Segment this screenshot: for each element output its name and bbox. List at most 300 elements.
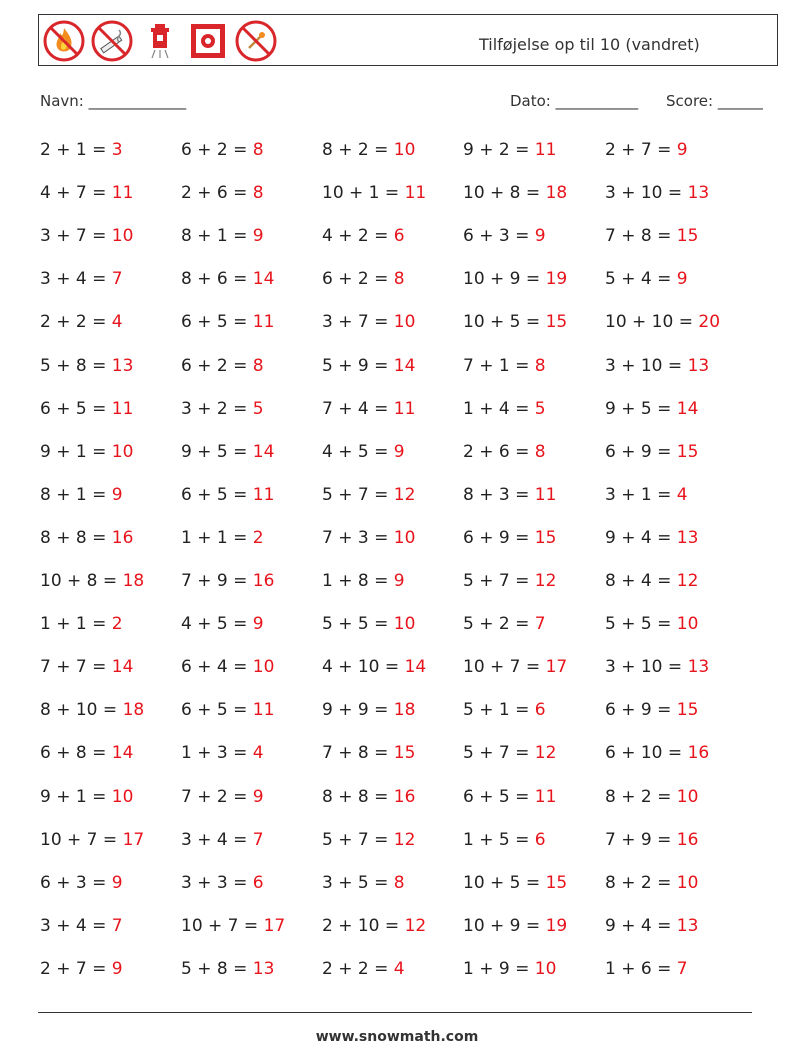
problem-cell: [322, 657, 426, 677]
problem-question: 2 + 2 =: [322, 958, 394, 979]
problem-cell: [322, 959, 405, 979]
problem-cell: [40, 528, 133, 548]
problem-row: [40, 140, 760, 170]
problem-question: 4 + 7 =: [40, 183, 112, 204]
problem-cell: [40, 743, 133, 763]
fire-alarm-icon: [187, 20, 229, 62]
problem-answer: 16: [393, 786, 416, 807]
problem-answer: 16: [111, 527, 134, 548]
problem-cell: [322, 226, 405, 246]
problem-row: [40, 528, 760, 558]
problem-cell: [181, 657, 274, 677]
problem-question: 9 + 9 =: [322, 700, 394, 721]
problem-cell: [463, 356, 546, 376]
problem-cell: [40, 657, 133, 677]
problem-question: 3 + 3 =: [181, 872, 253, 893]
problem-answer: 9: [252, 614, 264, 635]
problem-answer: 12: [676, 571, 699, 591]
problem-question: 7 + 8 =: [605, 226, 677, 247]
problem-question: 5 + 7 =: [463, 743, 535, 764]
fire-hydrant-icon: [139, 20, 181, 62]
problem-answer: 9: [111, 484, 123, 505]
problem-question: 5 + 8 =: [181, 958, 253, 979]
problem-question: 8 + 8 =: [40, 527, 112, 548]
problem-question: 1 + 5 =: [463, 829, 535, 850]
problem-cell: [322, 528, 415, 548]
problem-cell: [463, 183, 567, 203]
problem-cell: [605, 657, 709, 677]
problem-answer: 8: [252, 140, 264, 160]
problem-question: 4 + 5 =: [181, 614, 253, 635]
problem-question: 3 + 10 =: [605, 657, 688, 678]
problem-cell: [463, 959, 556, 979]
problem-answer: 17: [122, 829, 145, 850]
problem-question: 7 + 3 =: [322, 527, 394, 548]
problem-question: 10 + 9 =: [463, 915, 546, 936]
problem-answer: 10: [252, 657, 275, 678]
problem-question: 1 + 3 =: [181, 743, 253, 764]
problem-cell: [463, 743, 556, 763]
problem-cell: [605, 269, 688, 289]
problem-answer: 10: [676, 786, 699, 807]
problem-question: 2 + 6 =: [181, 183, 253, 204]
problem-question: 2 + 10 =: [322, 915, 405, 936]
problem-cell: [463, 657, 567, 677]
problem-cell: [605, 571, 698, 591]
footer-url: www.snowmath.com: [315, 1029, 479, 1045]
problem-cell: [463, 442, 546, 462]
problem-row: [40, 571, 760, 601]
problem-answer: 13: [252, 958, 275, 979]
problem-answer: 9: [393, 441, 405, 462]
problem-question: 6 + 9 =: [605, 700, 677, 721]
problem-question: 8 + 4 =: [605, 571, 677, 591]
problem-cell: [40, 485, 123, 505]
problem-answer: 10: [393, 140, 416, 160]
problem-cell: [40, 787, 133, 807]
problem-cell: [322, 700, 415, 720]
problem-row: [40, 269, 760, 299]
problem-cell: [181, 614, 264, 634]
problem-cell: [40, 571, 144, 591]
problem-answer: 2: [252, 527, 264, 548]
problem-cell: [463, 399, 546, 419]
problem-question: 2 + 7 =: [40, 958, 112, 979]
problem-answer: 18: [545, 183, 568, 204]
problem-cell: [40, 399, 133, 419]
problem-answer: 9: [111, 872, 123, 893]
problem-question: 6 + 2 =: [181, 140, 253, 160]
problem-answer: 18: [122, 700, 145, 721]
problem-answer: 14: [404, 657, 427, 678]
problem-cell: [181, 399, 264, 419]
problem-question: 6 + 2 =: [181, 355, 253, 376]
problem-answer: 14: [676, 398, 699, 419]
problem-cell: [181, 528, 264, 548]
problem-question: 8 + 1 =: [40, 484, 112, 505]
problem-question: 3 + 10 =: [605, 183, 688, 204]
problem-question: 5 + 9 =: [322, 355, 394, 376]
problem-cell: [605, 140, 688, 160]
problem-question: 5 + 4 =: [605, 269, 677, 290]
problem-answer: 12: [393, 484, 416, 505]
date-field: Dato: ___________: [510, 92, 639, 110]
problem-cell: [605, 959, 688, 979]
problem-answer: 8: [393, 872, 405, 893]
problem-cell: [181, 269, 274, 289]
problem-answer: 15: [676, 441, 699, 462]
problem-answer: 11: [111, 183, 134, 204]
problem-row: [40, 442, 760, 472]
problem-answer: 9: [252, 786, 264, 807]
problem-answer: 4: [393, 958, 405, 979]
problem-question: 5 + 8 =: [40, 355, 112, 376]
problem-question: 2 + 1 =: [40, 140, 112, 160]
problem-question: 6 + 4 =: [181, 657, 253, 678]
problem-cell: [463, 830, 546, 850]
problem-answer: 18: [122, 571, 145, 591]
problem-cell: [40, 226, 133, 246]
problem-question: 2 + 2 =: [40, 312, 112, 333]
problem-question: 7 + 4 =: [322, 398, 394, 419]
problem-cell: [463, 571, 556, 591]
problem-cell: [605, 485, 688, 505]
problem-row: [40, 959, 760, 989]
problem-row: [40, 399, 760, 429]
problem-answer: 13: [687, 355, 710, 376]
problem-answer: 15: [545, 312, 568, 333]
problem-question: 6 + 2 =: [322, 269, 394, 290]
problem-answer: 15: [676, 226, 699, 247]
problem-question: 6 + 5 =: [181, 484, 253, 505]
problem-question: 10 + 10 =: [605, 312, 699, 333]
problem-cell: [322, 485, 415, 505]
problem-cell: [605, 916, 698, 936]
problem-question: 2 + 7 =: [605, 140, 677, 160]
problem-answer: 9: [676, 140, 688, 160]
problem-answer: 20: [698, 312, 721, 333]
problem-answer: 10: [676, 614, 699, 635]
problem-cell: [605, 226, 698, 246]
problem-cell: [40, 183, 133, 203]
problem-question: 10 + 8 =: [463, 183, 546, 204]
problem-cell: [181, 700, 274, 720]
problem-cell: [181, 183, 264, 203]
problem-question: 10 + 5 =: [463, 312, 546, 333]
problem-cell: [40, 830, 144, 850]
problem-question: 6 + 5 =: [181, 312, 253, 333]
problem-cell: [181, 959, 274, 979]
problem-answer: 13: [676, 915, 699, 936]
problem-cell: [463, 140, 556, 160]
problem-cell: [322, 873, 405, 893]
problem-answer: 11: [252, 700, 275, 721]
problem-question: 6 + 9 =: [463, 527, 535, 548]
problem-answer: 8: [534, 355, 546, 376]
problem-question: 6 + 3 =: [463, 226, 535, 247]
problem-cell: [605, 356, 709, 376]
problem-question: 8 + 2 =: [322, 140, 394, 160]
problem-question: 6 + 9 =: [605, 441, 677, 462]
problem-cell: [463, 700, 546, 720]
problem-cell: [605, 787, 698, 807]
problem-answer: 19: [545, 269, 568, 290]
problem-cell: [463, 269, 567, 289]
problem-question: 5 + 7 =: [322, 829, 394, 850]
problem-question: 2 + 6 =: [463, 441, 535, 462]
problem-answer: 17: [263, 915, 286, 936]
problem-question: 6 + 8 =: [40, 743, 112, 764]
problem-cell: [181, 140, 264, 160]
problem-answer: 9: [393, 571, 405, 591]
problem-cell: [40, 140, 123, 160]
problem-question: 8 + 6 =: [181, 269, 253, 290]
problem-question: 5 + 5 =: [605, 614, 677, 635]
problem-answer: 10: [111, 441, 134, 462]
problem-question: 9 + 4 =: [605, 527, 677, 548]
problem-answer: 9: [676, 269, 688, 290]
problem-answer: 19: [545, 915, 568, 936]
problem-answer: 16: [252, 571, 275, 591]
problem-answer: 7: [111, 915, 123, 936]
problem-answer: 8: [252, 183, 264, 204]
problem-question: 8 + 10 =: [40, 700, 123, 721]
problem-cell: [605, 442, 698, 462]
problem-question: 10 + 7 =: [40, 829, 123, 850]
problem-answer: 11: [252, 484, 275, 505]
problem-cell: [40, 269, 123, 289]
problem-answer: 10: [393, 614, 416, 635]
problem-cell: [181, 485, 274, 505]
score-field: Score: ______: [666, 92, 763, 110]
problem-cell: [463, 528, 556, 548]
problem-question: 10 + 9 =: [463, 269, 546, 290]
problem-question: 8 + 2 =: [605, 872, 677, 893]
problem-answer: 14: [111, 743, 134, 764]
problem-question: 4 + 10 =: [322, 657, 405, 678]
problem-answer: 14: [252, 441, 275, 462]
problem-cell: [605, 614, 698, 634]
problem-answer: 10: [111, 786, 134, 807]
problem-row: [40, 183, 760, 213]
problem-question: 6 + 5 =: [181, 700, 253, 721]
problem-question: 10 + 1 =: [322, 183, 405, 204]
problem-question: 3 + 7 =: [322, 312, 394, 333]
problem-answer: 6: [534, 700, 546, 721]
problem-cell: [40, 312, 123, 332]
problem-answer: 14: [252, 269, 275, 290]
problem-cell: [181, 787, 264, 807]
problem-row: [40, 356, 760, 386]
problem-question: 3 + 10 =: [605, 355, 688, 376]
problem-answer: 8: [534, 441, 546, 462]
problem-cell: [463, 226, 546, 246]
problem-question: 5 + 5 =: [322, 614, 394, 635]
problem-answer: 10: [393, 312, 416, 333]
problem-answer: 11: [111, 398, 134, 419]
problem-cell: [322, 269, 405, 289]
no-open-fire-icon: [43, 20, 85, 62]
problem-question: 7 + 7 =: [40, 657, 112, 678]
problem-answer: 11: [534, 140, 557, 160]
problem-answer: 4: [111, 312, 123, 333]
problem-row: [40, 657, 760, 687]
problem-cell: [463, 485, 556, 505]
problem-cell: [322, 356, 415, 376]
problem-row: [40, 787, 760, 817]
problem-question: 7 + 2 =: [181, 786, 253, 807]
name-field: Navn: _____________: [40, 92, 187, 110]
problem-answer: 7: [111, 269, 123, 290]
problem-cell: [322, 916, 426, 936]
problem-cell: [40, 356, 133, 376]
problem-row: [40, 614, 760, 644]
problem-question: 9 + 4 =: [605, 915, 677, 936]
problem-answer: 13: [111, 355, 134, 376]
no-matches-icon: [235, 20, 277, 62]
problem-answer: 15: [534, 527, 557, 548]
problem-question: 1 + 6 =: [605, 958, 677, 979]
problem-question: 7 + 9 =: [605, 829, 677, 850]
problem-answer: 17: [545, 657, 568, 678]
problem-cell: [605, 700, 698, 720]
problem-question: 1 + 4 =: [463, 398, 535, 419]
problem-cell: [322, 399, 415, 419]
problem-question: 9 + 2 =: [463, 140, 535, 160]
problem-row: [40, 700, 760, 730]
problem-answer: 15: [545, 872, 568, 893]
problem-row: [40, 226, 760, 256]
problem-answer: 8: [393, 269, 405, 290]
problem-answer: 10: [534, 958, 557, 979]
problem-question: 7 + 8 =: [322, 743, 394, 764]
problem-question: 3 + 2 =: [181, 398, 253, 419]
problem-cell: [181, 571, 274, 591]
problem-cell: [40, 700, 144, 720]
problem-answer: 7: [534, 614, 546, 635]
problem-answer: 13: [687, 657, 710, 678]
problem-cell: [605, 312, 720, 332]
problem-answer: 10: [111, 226, 134, 247]
problem-question: 9 + 1 =: [40, 441, 112, 462]
problem-row: [40, 485, 760, 515]
problem-cell: [322, 787, 415, 807]
problem-answer: 13: [687, 183, 710, 204]
problem-answer: 4: [252, 743, 264, 764]
problem-question: 4 + 5 =: [322, 441, 394, 462]
problem-cell: [605, 183, 709, 203]
problem-question: 8 + 8 =: [322, 786, 394, 807]
problem-answer: 12: [534, 743, 557, 764]
problem-cell: [181, 226, 264, 246]
problem-cell: [605, 743, 709, 763]
problem-cell: [181, 830, 264, 850]
problem-cell: [322, 442, 405, 462]
problem-answer: 11: [252, 312, 275, 333]
problem-question: 9 + 5 =: [605, 398, 677, 419]
safety-icons: [43, 19, 277, 63]
problem-cell: [605, 873, 698, 893]
problem-question: 6 + 5 =: [463, 786, 535, 807]
problem-cell: [322, 830, 415, 850]
problem-answer: 7: [676, 958, 688, 979]
problem-question: 3 + 7 =: [40, 226, 112, 247]
problem-question: 10 + 8 =: [40, 571, 123, 591]
problem-row: [40, 830, 760, 860]
problem-answer: 6: [534, 829, 546, 850]
problem-cell: [181, 442, 274, 462]
problem-question: 6 + 5 =: [40, 398, 112, 419]
header-box: [38, 14, 778, 66]
problem-answer: 10: [393, 527, 416, 548]
problem-question: 10 + 7 =: [463, 657, 546, 678]
problem-question: 5 + 2 =: [463, 614, 535, 635]
problem-cell: [463, 873, 567, 893]
problem-question: 4 + 2 =: [322, 226, 394, 247]
problem-question: 3 + 1 =: [605, 484, 677, 505]
worksheet-title: Tilføjelse op til 10 (vandret): [479, 35, 700, 54]
problem-cell: [40, 442, 133, 462]
problem-cell: [463, 916, 567, 936]
problem-row: [40, 743, 760, 773]
problem-cell: [463, 787, 556, 807]
problem-answer: 13: [676, 527, 699, 548]
problem-answer: 11: [393, 398, 416, 419]
problem-row: [40, 916, 760, 946]
problem-cell: [605, 830, 698, 850]
problem-answer: 9: [111, 958, 123, 979]
problem-answer: 15: [676, 700, 699, 721]
problem-answer: 12: [393, 829, 416, 850]
problem-cell: [40, 916, 123, 936]
problem-answer: 16: [676, 829, 699, 850]
problem-question: 3 + 5 =: [322, 872, 394, 893]
problem-question: 3 + 4 =: [181, 829, 253, 850]
problem-answer: 16: [687, 743, 710, 764]
problem-question: 8 + 2 =: [605, 786, 677, 807]
problem-question: 1 + 1 =: [181, 527, 253, 548]
problem-answer: 12: [534, 571, 557, 591]
no-smoking-icon: [91, 20, 133, 62]
problem-answer: 14: [111, 657, 134, 678]
problem-question: 1 + 1 =: [40, 614, 112, 635]
problem-answer: 11: [534, 786, 557, 807]
problem-question: 9 + 1 =: [40, 786, 112, 807]
problem-question: 9 + 5 =: [181, 441, 253, 462]
problem-answer: 15: [393, 743, 416, 764]
problem-question: 6 + 3 =: [40, 872, 112, 893]
problem-answer: 6: [252, 872, 264, 893]
problem-cell: [322, 743, 415, 763]
problem-cell: [463, 614, 546, 634]
problem-cell: [181, 916, 285, 936]
problem-cell: [181, 356, 264, 376]
problem-question: 10 + 5 =: [463, 872, 546, 893]
problem-cell: [40, 873, 123, 893]
problem-question: 8 + 1 =: [181, 226, 253, 247]
problem-answer: 5: [534, 398, 546, 419]
problem-cell: [322, 571, 405, 591]
problem-answer: 8: [252, 355, 264, 376]
problem-answer: 9: [252, 226, 264, 247]
problem-answer: 9: [534, 226, 546, 247]
problem-cell: [322, 614, 415, 634]
problem-answer: 5: [252, 398, 264, 419]
problem-cell: [40, 614, 123, 634]
problem-row: [40, 312, 760, 342]
problem-answer: 10: [676, 872, 699, 893]
problem-question: 1 + 8 =: [322, 571, 394, 591]
